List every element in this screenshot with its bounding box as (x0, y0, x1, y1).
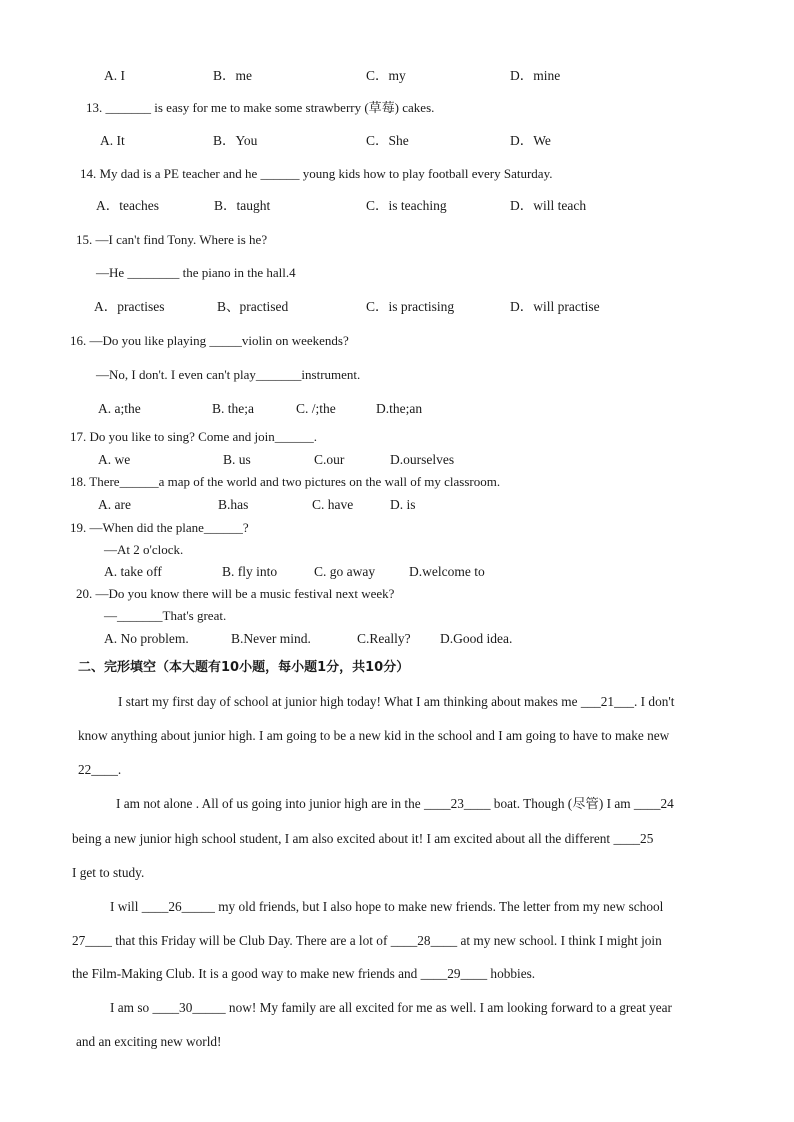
q18-option-b: B.has (218, 497, 249, 512)
q18-option-a: A. are (98, 497, 131, 512)
q20-stem: 20. —Do you know there will be a music festival next week? (76, 586, 395, 601)
q13-stem: 13. _______ is easy for me to make some strawberry (草莓) cakes. (86, 100, 435, 115)
q19-option-c: C. go away (314, 564, 376, 579)
q12-option-a: A. I (104, 68, 125, 83)
q13-option-d: D．We (510, 133, 551, 148)
q20-option-d: D.Good idea. (440, 631, 513, 646)
q15-option-b: B、practised (217, 299, 289, 314)
q16-option-d: D.the;an (376, 401, 423, 416)
q19-stem: 19. —When did the plane______? (70, 520, 249, 535)
passage-line: I am not alone . All of us going into junior high are in the ____23____ boat. Though (尽管) I am ____24 (116, 796, 674, 811)
q17-option-a: A. we (98, 452, 131, 467)
passage-line: I get to study. (72, 865, 145, 880)
q14-option-c: C．is teaching (366, 198, 447, 213)
passage-line: 22____. (78, 762, 122, 777)
q13-option-c: C．She (366, 133, 409, 148)
q19-option-d: D.welcome to (409, 564, 485, 579)
q18-option-d: D. is (390, 497, 416, 512)
q16-option-b: B. the;a (212, 401, 254, 416)
passage-line: know anything about junior high. I am going to be a new kid in the school and I am going to have to make new (78, 728, 670, 743)
q14-option-b: B．taught (214, 198, 271, 213)
q20-option-a: A. No problem. (104, 631, 189, 646)
q19-line2: —At 2 o'clock. (104, 542, 184, 557)
q19-option-b: B. fly into (222, 564, 278, 579)
q15-stem: 15. —I can't find Tony. Where is he? (76, 232, 268, 247)
q12-option-d: D．mine (510, 68, 561, 83)
passage-line: I start my first day of school at junior high today! What I am thinking about makes me ___21___. I don't (118, 694, 675, 709)
q13-option-b: B．You (213, 133, 258, 148)
q12-option-b: B．me (213, 68, 252, 83)
q15-option-a: A．practises (94, 299, 165, 314)
passage-line: the Film-Making Club. It is a good way to make new friends and ____29____ hobbies. (72, 966, 536, 981)
passage-line: I am so ____30_____ now! My family are all excited for me as well. I am looking forward to a great year (110, 1000, 672, 1015)
q13-option-a: A. It (100, 133, 125, 148)
passage-line: being a new junior high school student, I am also excited about it! I am excited about all the different ____25 (72, 831, 654, 846)
q15-line2: —He ________ the piano in the hall.4 (96, 265, 296, 280)
q14-option-d: D．will teach (510, 198, 587, 213)
passage-line: and an exciting new world! (76, 1034, 222, 1049)
q16-stem: 16. —Do you like playing _____violin on weekends? (70, 333, 349, 348)
q18-option-c: C. have (312, 497, 354, 512)
q20-option-c: C.Really? (357, 631, 411, 646)
q17-option-c: C.our (314, 452, 345, 467)
passage-line: I will ____26_____ my old friends, but I also hope to make new friends. The letter from my new school (110, 899, 664, 914)
q18-stem: 18. There______a map of the world and two pictures on the wall of my classroom. (70, 474, 501, 489)
q15-option-c: C．is practising (366, 299, 455, 314)
q16-option-a: A. a;the (98, 401, 141, 416)
q14-stem: 14. My dad is a PE teacher and he ______ young kids how to play football every Saturday. (80, 166, 553, 181)
q17-stem: 17. Do you like to sing? Come and join______. (70, 429, 317, 444)
q17-option-b: B. us (223, 452, 251, 467)
q20-option-b: B.Never mind. (231, 631, 311, 646)
section-heading: 二、完形填空（本大题有10小题，每小题1分，共10分） (78, 660, 410, 675)
q17-option-d: D.ourselves (390, 452, 455, 467)
q14-option-a: A．teaches (96, 198, 159, 213)
q16-line2: —No, I don't. I even can't play_______instrument. (96, 367, 361, 382)
passage-line: 27____ that this Friday will be Club Day. There are a lot of ____28____ at my new school. I think I might join (72, 933, 662, 948)
q12-option-c: C．my (366, 68, 406, 83)
q19-option-a: A. take off (104, 564, 162, 579)
q20-line2: —_______That's great. (104, 608, 227, 623)
q16-option-c: C. /;the (296, 401, 336, 416)
q15-option-d: D．will practise (510, 299, 600, 314)
